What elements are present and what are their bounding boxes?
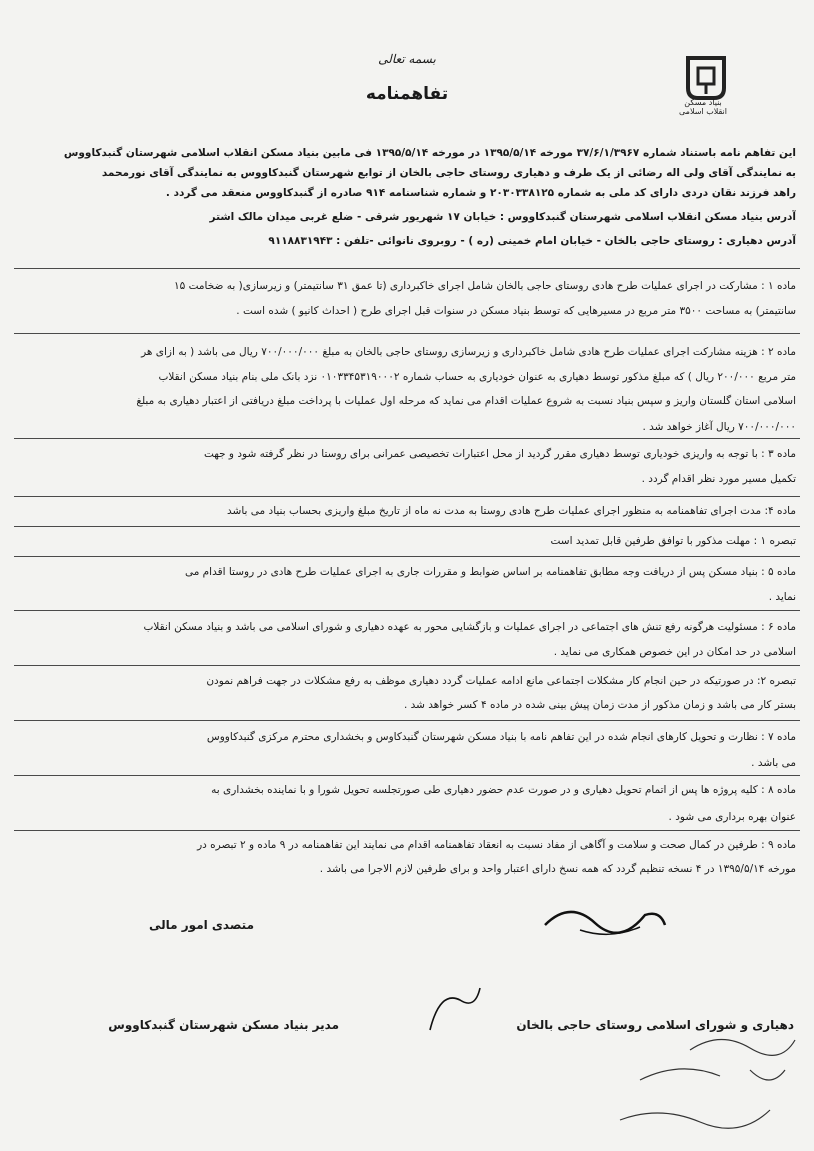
- separator: [14, 526, 800, 527]
- finance-signature-label: متصدی امور مالی: [149, 918, 254, 932]
- article-line: ماده ۲ : هزینه مشارکت اجرای عملیات طرح هادی شامل خاکبرداری و زیرسازی روستای حاجی بالخان به مبلغ ۷۰۰/۰۰۰/۰۰۰ ریال می باشد ( به ازای هر: [141, 346, 796, 358]
- separator: [14, 438, 800, 439]
- intro-line: به نمایندگی آقای ولی اله رضائی از یک طرف و دهیاری روستای حاجی بالخان از توابع شهرستان گنبدکاووس به نمایندگی آقای نورمحمد: [101, 167, 796, 179]
- separator: [14, 665, 800, 666]
- article-line: ۷۰۰/۰۰۰/۰۰۰ ریال آغاز خواهد شد .: [642, 421, 796, 433]
- article-line: ماده ۳ : با توجه به واریزی خودیاری توسط دهیاری مقرر گردید از محل اعتبارات تخصیصی عمرانی برای روستا در نظر گرفته شود و جهت: [203, 448, 796, 460]
- separator: [14, 775, 800, 776]
- intro-line: آدرس بنیاد مسکن انقلاب اسلامی شهرستان گنبدکاووس : خیابان ۱۷ شهریور شرقی - ضلع غربی میدان مالک اشتر: [209, 211, 796, 223]
- article-line: اسلامی استان گلستان واریز و سپس بنیاد نسبت به شروع عملیات اقدام می نماید که مرحله اول عملیات با پرداخت مبلغ دریافتی از اعتبار دهیاری به مبلغ: [136, 395, 796, 407]
- article-line: مورخه ۱۳۹۵/۵/۱۴ در ۴ نسخه تنظیم گردد که همه نسخ دارای اعتبار واحد و برای طرفین لازم الاجرا می باشد .: [319, 863, 796, 875]
- separator: [14, 720, 800, 721]
- handwritten-notes-icon: [600, 1010, 800, 1140]
- separator: [14, 268, 800, 269]
- intro-line: راهد فرزند نقان دردی دارای کد ملی به شماره ۲۰۳۰۳۳۸۱۲۵ و شماره شناسنامه ۹۱۴ صادره از گنبدکاووس منعقد می گردد .: [165, 187, 796, 199]
- article-line: تبصره ۲: در صورتیکه در حین انجام کار مشکلات اجتماعی مانع ادامه عملیات گردد دهیاری موظف به رفع مشکلات در جهت فراهم نمودن: [206, 675, 796, 687]
- article-line: متر مربع ۲۰۰/۰۰۰ ریال ) که مبلغ مذکور توسط دهیاری به عنوان خودیاری به حساب شماره ۰۱۰۳۳۴۵۳۱۹۰۰۰۲ نزد بانک ملی بنام بنیاد مسکن انقلاب: [158, 371, 796, 383]
- article-line: ماده ۴: مدت اجرای تفاهمنامه به منظور اجرای عملیات طرح هادی روستا به مدت نه ماه از تاریخ مبلغ واریزی بحساب بنیاد می باشد: [227, 505, 796, 517]
- article-line: تکمیل مسیر مورد نظر اقدام گردد .: [641, 473, 796, 485]
- article-line: عنوان بهره برداری می شود .: [668, 811, 796, 823]
- article-line: ماده ۹ : طرفین در کمال صحت و سلامت و آگاهی از مفاد نسبت به انعقاد تفاهمنامه اقدام می نمایند این تفاهمنامه در ۹ ماده و ۲ تبصره در: [197, 839, 796, 851]
- article-line: ماده ۶ : مسئولیت هرگونه رفع تنش های اجتماعی در اجرای عملیات و بازگشایی محور به عهده دهیاری و شورای اسلامی می باشد و بنیاد مسکن انقلاب: [143, 621, 796, 633]
- village-signature-label: دهیاری و شورای اسلامی روستای حاجی بالخان: [516, 1018, 794, 1032]
- document-title: تفاهمنامه: [365, 84, 449, 104]
- separator: [14, 610, 800, 611]
- separator: [14, 556, 800, 557]
- intro-line: آدرس دهیاری : روستای حاجی بالخان - خیابان امام خمینی (ره ) - روبروی نانوائی -تلفن : ۹۱۱۸۸۳۱۹۴۳: [268, 235, 796, 247]
- article-line: سانتیمتر) به مساحت ۳۵۰۰ متر مربع در مسیرهایی که توسط بنیاد مسکن در سنوات قبل اجرای طرح ( احداث کانیو ) شده است .: [236, 305, 796, 317]
- article-line: اسلامی در حد امکان در این خصوص همکاری می نماید .: [553, 646, 796, 658]
- article-line: ماده ۵ : بنیاد مسکن پس از دریافت وجه مطابق تفاهمنامه بر اساس ضوابط و مقررات جاری به اجرای عملیات طرح هادی در روستا اقدام می: [184, 566, 796, 578]
- intro-line: این تفاهم نامه باستناد شماره ۳۷/۶/۱/۳۹۶۷ مورخه ۱۳۹۵/۵/۱۴ در مورخه ۱۳۹۵/۵/۱۴ فی مابین بنیاد مسکن انقلاب اسلامی شهرستان گنبدکاووس: [63, 147, 796, 159]
- separator: [14, 830, 800, 831]
- article-line: بستر کار می باشد و زمان مذکور از مدت زمان پیش بینی شده در ماده ۴ کسر خواهد شد .: [403, 699, 796, 711]
- article-line: نماید .: [768, 591, 796, 603]
- article-line: تبصره ۱ : مهلت مذکور با توافق طرفین قابل تمدید است: [550, 535, 796, 547]
- article-line: ماده ۸ : کلیه پروژه ها پس از اتمام تحویل دهیاری و در صورت عدم حضور دهیاری طی صورتجلسه تحویل شورا و با نماینده بخشداری به: [211, 784, 796, 796]
- separator: [14, 496, 800, 497]
- handwritten-signature-icon: [540, 895, 670, 945]
- basmala: بسمه تعالی: [378, 52, 436, 66]
- director-signature-label: مدیر بنیاد مسکن شهرستان گنبدکاووس: [108, 1018, 339, 1032]
- logo-caption: بنیاد مسکن انقلاب اسلامی: [679, 98, 727, 116]
- handwritten-signature-icon: [420, 980, 490, 1040]
- article-line: ماده ۷ : نظارت و تحویل کارهای انجام شده در این تفاهم نامه با بنیاد مسکن شهرستان گنبدکاوس و بخشداری محترم مرکزی گنبدکاووس: [206, 731, 796, 743]
- separator: [14, 333, 800, 334]
- article-line: می باشد .: [751, 757, 796, 769]
- article-line: ماده ۱ : مشارکت در اجرای عملیات طرح هادی روستای حاجی بالخان شامل اجرای خاکبرداری (تا عمق ۳۱ سانتیمتر) و زیرسازی( به ضخامت ۱۵: [173, 280, 796, 292]
